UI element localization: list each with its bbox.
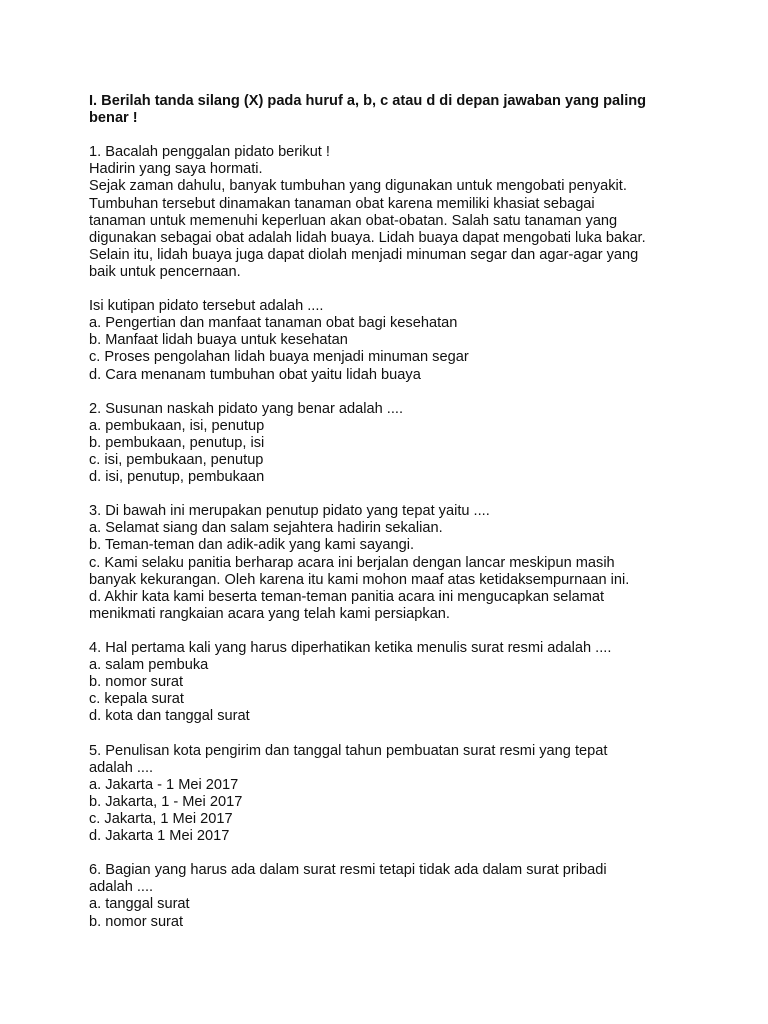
answer-option: a. tanggal surat (89, 896, 190, 913)
question-text-line: menikmati rangkaian acara yang telah kami persiapkan. (89, 605, 450, 622)
answer-option: a. pembukaan, isi, penutup (89, 417, 265, 434)
answer-option: b. nomor surat (89, 913, 184, 930)
question-text-line: 1. Bacalah penggalan pidato berikut ! (89, 144, 330, 161)
answer-option: c. Proses pengolahan lidah buaya menjadi minuman segar (89, 349, 469, 366)
answer-option: d. kota dan tanggal surat (89, 708, 250, 725)
document-page (89, 93, 689, 931)
question-text-line: 2. Susunan naskah pidato yang benar adalah .... (89, 400, 404, 417)
question-text-line: baik untuk pencernaan. (89, 263, 241, 280)
answer-option: c. Jakarta, 1 Mei 2017 (89, 810, 233, 827)
question-6 (89, 862, 689, 930)
answer-option: d. Cara menanam tumbuhan obat yaitu lidah buaya (89, 366, 421, 383)
answer-option: c. kepala surat (89, 691, 184, 708)
question-text-line: digunakan sebagai obat adalah lidah buaya. Lidah buaya dapat mengobati luka bakar. (89, 229, 646, 246)
answer-option: b. Manfaat lidah buaya untuk kesehatan (89, 332, 348, 349)
answer-option: c. isi, pembukaan, penutup (89, 451, 264, 468)
question-2 (89, 401, 689, 486)
instruction-heading (89, 93, 689, 127)
question-text-line (89, 281, 689, 298)
question-text-line: Isi kutipan pidato tersebut adalah .... (89, 298, 324, 315)
question-text-line: 3. Di bawah ini merupakan penutup pidato yang tepat yaitu .... (89, 503, 490, 520)
answer-option: a. salam pembuka (89, 657, 209, 674)
answer-option: a. Selamat siang dan salam sejahtera hadirin sekalian. (89, 520, 443, 537)
question-text-line: tanaman untuk memenuhi keperluan akan obat-obatan. Salah satu tanaman yang (89, 212, 618, 229)
question-text-line: Tumbuhan tersebut dinamakan tanaman obat karena memiliki khasiat sebagai (89, 195, 595, 212)
question-text-line: adalah .... (89, 879, 154, 896)
question-3 (89, 503, 689, 623)
answer-option: b. pembukaan, penutup, isi (89, 434, 265, 451)
question-1 (89, 144, 689, 383)
question-text-line: Sejak zaman dahulu, banyak tumbuhan yang digunakan untuk mengobati penyakit. (89, 178, 627, 195)
question-list (89, 144, 689, 930)
question-text-line: adalah .... (89, 759, 154, 776)
instruction-line: benar ! (89, 110, 138, 127)
answer-option: d. Jakarta 1 Mei 2017 (89, 828, 230, 845)
answer-option: a. Pengertian dan manfaat tanaman obat bagi kesehatan (89, 315, 458, 332)
answer-option: b. nomor surat (89, 674, 184, 691)
answer-option: d. Akhir kata kami beserta teman-teman panitia acara ini mengucapkan selamat (89, 588, 605, 605)
instruction-line: I. Berilah tanda silang (X) pada huruf a, b, c atau d di depan jawaban yang paling (89, 93, 647, 109)
answer-option: c. Kami selaku panitia berharap acara ini berjalan dengan lancar meskipun masih (89, 554, 615, 571)
answer-option: d. isi, penutup, pembukaan (89, 469, 265, 486)
question-text-line: 5. Penulisan kota pengirim dan tanggal tahun pembuatan surat resmi yang tepat (89, 742, 608, 759)
question-text-line: Hadirin yang saya hormati. (89, 161, 263, 178)
question-text-line: 6. Bagian yang harus ada dalam surat resmi tetapi tidak ada dalam surat pribadi (89, 862, 607, 879)
answer-option: b. Teman-teman dan adik-adik yang kami sayangi. (89, 537, 415, 554)
question-text-line: 4. Hal pertama kali yang harus diperhatikan ketika menulis surat resmi adalah .... (89, 640, 612, 656)
question-text-line: Selain itu, lidah buaya juga dapat diolah menjadi minuman segar dan agar-agar yang (89, 246, 639, 263)
answer-option: a. Jakarta - 1 Mei 2017 (89, 776, 239, 793)
question-4 (89, 640, 689, 725)
question-5 (89, 743, 689, 846)
answer-option: b. Jakarta, 1 - Mei 2017 (89, 793, 243, 810)
question-text-line: banyak kekurangan. Oleh karena itu kami mohon maaf atas ketidaksempurnaan ini. (89, 571, 630, 588)
